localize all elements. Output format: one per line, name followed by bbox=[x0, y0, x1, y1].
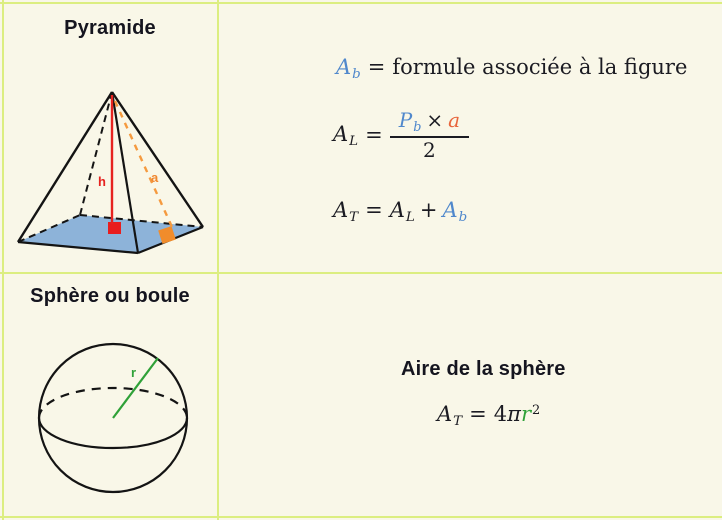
formula-sphere-area bbox=[437, 402, 540, 429]
var-A-base: A bbox=[442, 198, 458, 222]
exponent-2: 2 bbox=[531, 402, 541, 418]
sub-T: T bbox=[453, 413, 463, 429]
pyramid-diagram bbox=[8, 85, 213, 265]
times-sign: × bbox=[426, 108, 444, 132]
divider-top bbox=[0, 2, 722, 4]
plus-sign: + bbox=[419, 198, 438, 222]
formula-total-area bbox=[333, 198, 467, 225]
var-P-base: P bbox=[398, 108, 413, 132]
sub-b: b bbox=[413, 119, 422, 135]
var-A-total: A bbox=[437, 402, 453, 426]
var-A-total: A bbox=[333, 198, 349, 222]
pyramid-title: Pyramide bbox=[64, 17, 156, 39]
divider-column bbox=[217, 0, 219, 520]
equals-sign: = bbox=[365, 198, 383, 222]
var-A-base: A bbox=[336, 55, 352, 79]
var-A-lateral: A bbox=[389, 198, 405, 222]
pyramid-height-label: h bbox=[98, 174, 106, 189]
formula-base-area bbox=[336, 55, 687, 82]
var-radius: r bbox=[520, 402, 531, 426]
divider-bottom bbox=[0, 516, 722, 518]
sub-b: b bbox=[352, 66, 361, 82]
lhs-lateral bbox=[333, 122, 358, 149]
pyramid-edge-right bbox=[112, 92, 203, 227]
sphere-equator-hidden bbox=[39, 388, 187, 418]
fraction bbox=[390, 108, 469, 163]
sphere-diagram bbox=[25, 330, 205, 508]
pyramid-edge-back-hidden bbox=[80, 92, 112, 215]
var-apothem: a bbox=[448, 108, 461, 132]
sphere-title: Sphère ou boule bbox=[30, 285, 190, 307]
sub-L: L bbox=[349, 133, 359, 149]
pyramid-height-right-angle-marker bbox=[108, 222, 121, 234]
divider-left bbox=[2, 0, 4, 520]
equals-sign: = bbox=[365, 123, 383, 148]
sub-L: L bbox=[405, 209, 415, 225]
divider-middle bbox=[0, 272, 722, 274]
fraction-denominator: 2 bbox=[423, 137, 436, 162]
sphere-radius-label: r bbox=[131, 365, 137, 380]
pi-symbol: π bbox=[507, 402, 521, 426]
equals-sign: = bbox=[469, 402, 487, 426]
sub-T: T bbox=[349, 209, 359, 225]
sub-b: b bbox=[458, 209, 468, 225]
var-A-lateral: A bbox=[333, 121, 349, 146]
coefficient-4: 4 bbox=[493, 402, 508, 426]
formula-lateral-area bbox=[333, 108, 469, 163]
equals-sign: = bbox=[367, 55, 386, 79]
formula-base-area-text: formule associée à la figure bbox=[392, 55, 688, 79]
fraction-numerator bbox=[390, 108, 469, 136]
sphere-equator-front bbox=[39, 418, 187, 448]
sphere-area-heading: Aire de la sphère bbox=[401, 358, 566, 380]
pyramid-apothem-label: a bbox=[151, 170, 159, 185]
